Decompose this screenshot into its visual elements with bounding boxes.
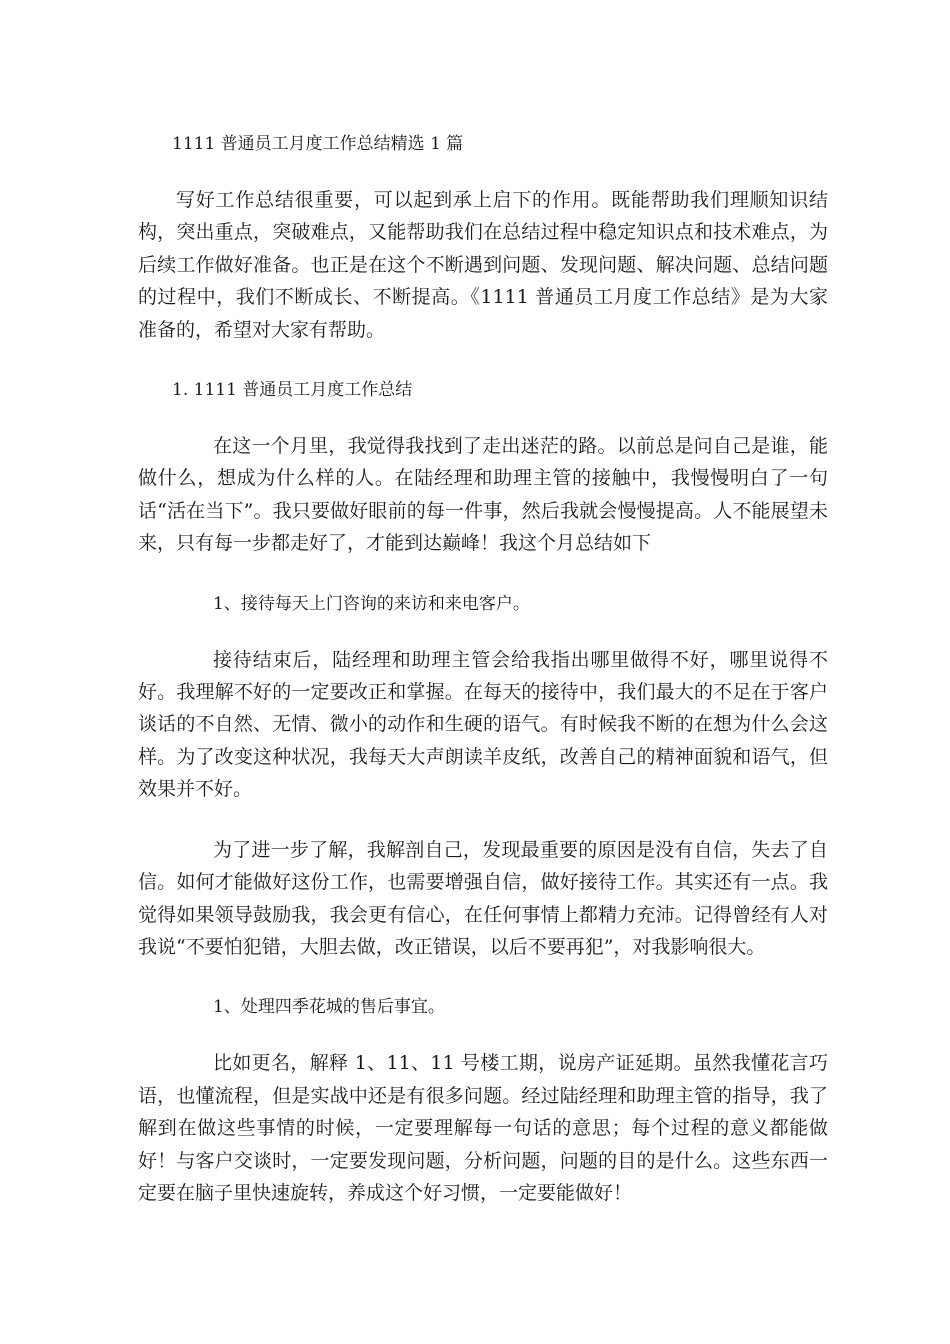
document-title: 1111 普通员工月度工作总结精选 1 篇 [172,134,464,154]
document-page [138,128,828,1209]
body-paragraph-2: 接待结束后，陆经理和助理主管会给我指出哪里做得不好，哪里说得不好。我理解不好的一定要改正和掌握。在每天的接待中，我们最大的不足在于客户谈话的不自然、无情、微小的动作和生硬的语气。有时候我不断的在想为什么会这样。为了改变这种状况，我每天大声朗读羊皮纸，改善自己的精神面貌和语气，但效果并不好。 [138,648,828,801]
body-paragraph-3: 为了进一步了解，我解剖自己，发现最重要的原因是没有自信，失去了自信。如何才能做好这份工作，也需要增强自信，做好接待工作。其实还有一点。我觉得如果领导鼓励我，我会更有信心，在任何事情上都精力充沛。记得曾经有人对我说“不要怕犯错，大胆去做，改正错误，以后不要再犯”，对我影响很大。 [138,838,828,958]
section-heading: 1. 1111 普通员工月度工作总结 [172,380,413,401]
body-paragraph-4: 比如更名，解释 1、11、11 号楼工期，说房产证延期。虽然我懂花言巧语，也懂流程，但是实战中还是有很多问题。经过陆经理和助理主管的指导，我了解到在做这些事情的时候，一定要理解每一句话的意思；每个过程的意义都能做好！与客户交谈时，一定要发现问题，分析问题，问题的目的是什么。这些东西一定要在脑子里快速旋转，养成这个好习惯，一定要能做好！ [138,1052,828,1204]
intro-paragraph: 写好工作总结很重要，可以起到承上启下的作用。既能帮助我们理顺知识结构，突出重点，突破难点，又能帮助我们在总结过程中稳定知识点和技术难点，为后续工作做好准备。也正是在这个不断遇到问题、发现问题、解决问题、总结问题的过程中，我们不断成长、不断提高。《1111 普通员工月度工作总结》是为大家准备的，希望对大家有帮助。 [138,189,828,341]
item-heading-1: 1、接待每天上门咨询的来访和来电客户。 [213,593,530,614]
body-paragraph-1: 在这一个月里，我觉得我找到了走出迷茫的路。以前总是问自己是谁，能做什么，想成为什么样的人。在陆经理和助理主管的接触中，我慢慢明白了一句话“活在当下”。我只要做好眼前的每一件事，然后我就会慢慢提高。人不能展望未来，只有每一步都走好了，才能到达巅峰！我这个月总结如下 [138,435,828,555]
item-heading-2: 1、处理四季花城的售后事宜。 [213,997,445,1018]
